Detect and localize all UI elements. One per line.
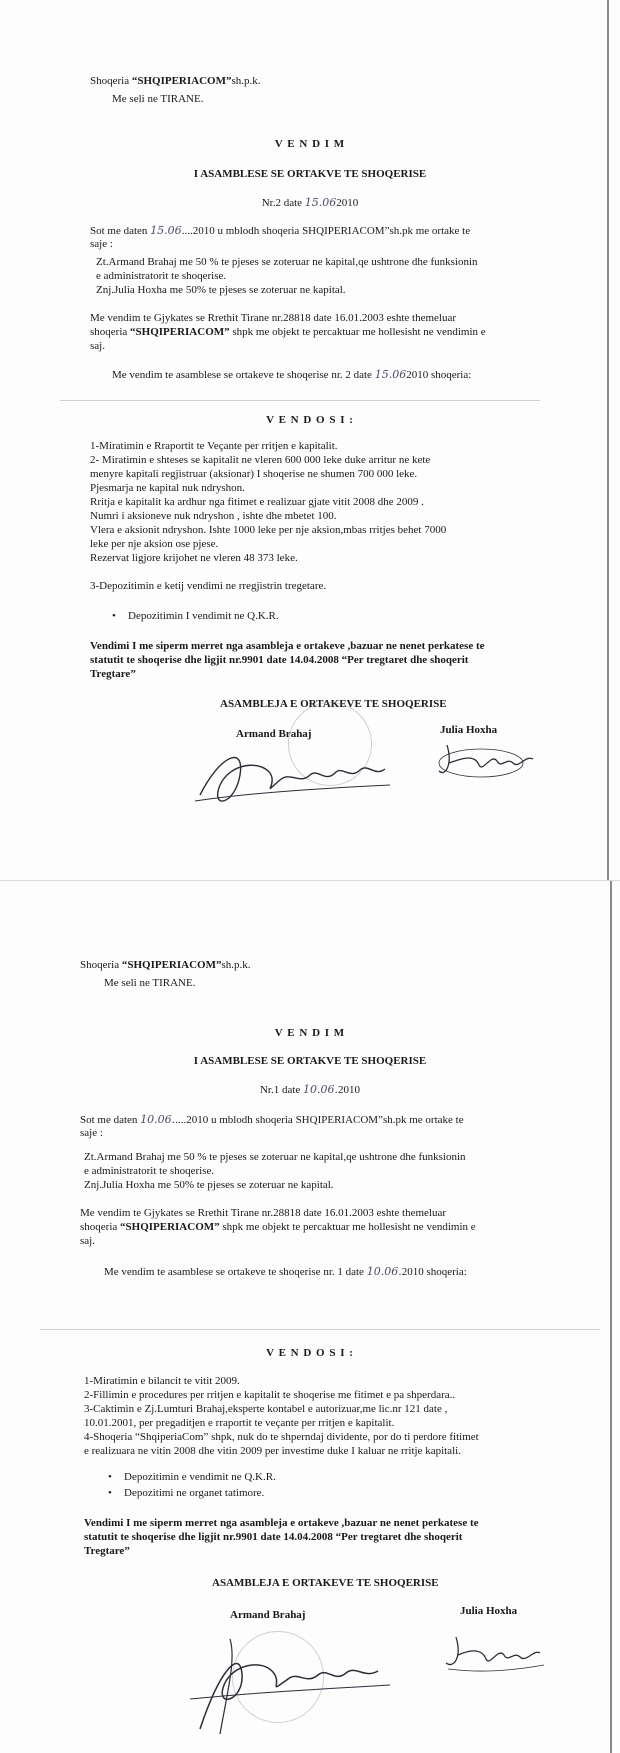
divider	[40, 1329, 600, 1330]
signature-heading: ASAMBLEJA E ORTAKEVE TE SHOQERISE	[212, 1577, 439, 1589]
court-line-2: shoqeria “SHQIPERIACOM” shpk me objekt te percaktuar me hollesisht ne vendimin e	[90, 326, 486, 338]
intro-line-2: saje :	[90, 238, 113, 250]
scan-edge	[607, 0, 609, 880]
court-line-2: shoqeria “SHQIPERIACOM” shpk me objekt te percaktuar me hollesisht ne vendimin e	[80, 1221, 476, 1233]
decision-item: Numri i aksioneve nuk ndryshon , ishte dhe mbetet 100.	[90, 510, 337, 522]
signer-name-2: Julia Hoxha	[440, 724, 498, 736]
decision-item: 2- Miratimin e shteses se kapitalit ne vleren 600 000 leke duke arritur ne kete	[90, 454, 431, 466]
decision-item: 4-Shoqeria “ShqiperiaCom” shpk, nuk do te shperndaj dividente, por do ti perdore fitimet	[84, 1431, 479, 1443]
intro-line: Sot me daten 10.06.....2010 u mblodh shoqeria SHQIPERIACOM”sh.pk me ortake te	[80, 1113, 464, 1126]
signature-julia-hoxha	[440, 1629, 550, 1679]
doc-subtitle: I ASAMBLESE SE ORTAKVE TE SHOQERISE	[193, 1055, 427, 1067]
final-line: statutit te shoqerise dhe ligjit nr.9901 date 14.04.2008 “Per tregtaret dhe shoqerit	[84, 1531, 463, 1543]
handwritten-date: 10.06.	[303, 1083, 339, 1096]
company-seat: Me seli ne TIRANE.	[112, 93, 204, 105]
doc-title: V E N D I M	[274, 1027, 346, 1039]
court-line-3: saj.	[90, 340, 105, 352]
decision-item: leke per nje aksion ose pjese.	[90, 538, 219, 550]
signer-name-2: Julia Hoxha	[460, 1605, 518, 1617]
divider	[60, 400, 540, 401]
decision-item: 2-Fillimin e procedures per rritjen e kapitalit te shoqerise me fitimet e pa shperdara..	[84, 1389, 456, 1401]
court-line-1: Me vendim te Gjykates se Rrethit Tirane nr.28818 date 16.01.2003 eshte themeluar	[80, 1207, 446, 1219]
decision-item: menyre kapitali regjistruar (aksionar) I shoqerise ne shumen 700 000 leke.	[90, 468, 418, 480]
decision-item: 3-Caktimin e Zj.Lumturi Brahaj,eksperte kontabel e autorizuar,me lic.nr 121 date ,	[84, 1403, 448, 1415]
decision-item: Vlera e aksionit ndryshon. Ishte 1000 leke per nje aksion,mbas rritjes behet 7000	[90, 524, 447, 536]
partner-2: Znj.Julia Hoxha me 50% te pjeses se zoteruar ne kapital.	[96, 284, 346, 296]
decision-item: Rritja e kapitalit ka ardhur nga fitimet e realizuar gjate vitit 2008 dhe 2009 .	[90, 496, 424, 508]
doc-number: Nr.2 date 15.062010	[261, 196, 359, 209]
final-line: statutit te shoqerise dhe ligjit nr.9901 date 14.04.2008 “Per tregtaret dhe shoqerit	[90, 654, 469, 666]
signature-armand-brahaj	[180, 1629, 400, 1739]
partner-2: Znj.Julia Hoxha me 50% te pjeses se zoteruar ne kapital.	[84, 1179, 334, 1191]
bullet-item: • Depozitimin I vendimit ne Q.K.R.	[128, 610, 279, 623]
final-line: Tregtare”	[84, 1545, 130, 1557]
handwritten-date: 10.06.	[366, 1265, 402, 1278]
final-line: Tregtare”	[90, 668, 136, 680]
court-line-1: Me vendim te Gjykates se Rrethit Tirane nr.28818 date 16.01.2003 eshte themeluar	[90, 312, 456, 324]
scan-edge	[610, 881, 612, 1753]
handwritten-date: 15.06	[150, 224, 182, 237]
decision-item: 1-Miratimin e bilancit te vitit 2009.	[84, 1375, 240, 1387]
doc-subtitle: I ASAMBLESE SE ORTAKVE TE SHOQERISE	[193, 168, 427, 180]
signer-name-1: Armand Brahaj	[230, 1609, 306, 1621]
assembly-line: Me vendim te asamblese se ortakeve te shoqerise nr. 2 date 15.062010 shoqeria:	[112, 368, 472, 381]
partner-1-role: e administratorit te shoqerise.	[96, 270, 227, 282]
partner-1: Zt.Armand Brahaj me 50 % te pjeses se zoteruar ne kapital,qe ushtrone dhe funksionin	[96, 256, 478, 268]
final-line: Vendimi I me siperm merret nga asambleja e ortakeve ,bazuar ne nenet perkatese te	[90, 640, 485, 652]
signature-armand-brahaj	[190, 735, 400, 815]
decides-heading: V E N D O S I :	[266, 1347, 354, 1359]
decides-heading: V E N D O S I :	[266, 414, 354, 426]
signer-name-1: Armand Brahaj	[236, 728, 312, 740]
partner-1: Zt.Armand Brahaj me 50 % te pjeses se zoteruar ne kapital,qe ushtrone dhe funksionin	[84, 1151, 466, 1163]
decision-page-1	[0, 880, 620, 1753]
bullet-item: • Depozitimin e vendimit ne Q.K.R.	[124, 1471, 276, 1484]
intro-line: Sot me daten 15.06....2010 u mblodh shoqeria SHQIPERIACOM”sh.pk me ortake te	[90, 224, 471, 237]
bullet-item: • Depozitimi ne organet tatimore.	[124, 1487, 264, 1500]
decision-item: Pjesmarja ne kapital nuk ndryshon.	[90, 482, 245, 494]
assembly-line: Me vendim te asamblese se ortakeve te shoqerise nr. 1 date 10.06.2010 shoqeria:	[104, 1265, 467, 1278]
decision-item: 10.01.2001, per pregaditjen e rraportit te veçante per rritjen e kapitalit.	[84, 1417, 395, 1429]
handwritten-date: 15.06	[304, 196, 337, 209]
decision-item-3: 3-Depozitimin e ketij vendimi ne rregjistrin tregetare.	[90, 580, 327, 592]
decision-item: 1-Miratimin e Rraportit te Veçante per rritjen e kapitalit.	[90, 440, 338, 452]
company-line: Shoqeria “SHQIPERIACOM”sh.p.k.	[80, 959, 251, 971]
court-line-3: saj.	[80, 1235, 95, 1247]
doc-number: Nr.1 date 10.06.2010	[259, 1083, 361, 1096]
decision-item: e realizuara ne vitin 2008 dhe vitin 2009 per investime duke I kaluar ne rritje kapitali.	[84, 1445, 461, 1457]
partner-1-role: e administratorit te shoqerise.	[84, 1165, 215, 1177]
doc-title: V E N D I M	[274, 138, 346, 150]
intro-line-2: saje :	[80, 1127, 103, 1139]
decision-item: Rezervat ligjore krijohet ne vleren 48 373 leke.	[90, 552, 298, 564]
handwritten-date: 10.06.	[140, 1113, 176, 1126]
company-line: Shoqeria “SHQIPERIACOM”sh.p.k.	[90, 75, 261, 87]
signature-heading: ASAMBLEJA E ORTAKEVE TE SHOQERISE	[220, 698, 447, 710]
signature-julia-hoxha	[435, 735, 545, 785]
handwritten-date: 15.06	[374, 368, 407, 381]
final-line: Vendimi I me siperm merret nga asambleja e ortakeve ,bazuar ne nenet perkatese te	[84, 1517, 479, 1529]
company-seat: Me seli ne TIRANE.	[104, 977, 196, 989]
